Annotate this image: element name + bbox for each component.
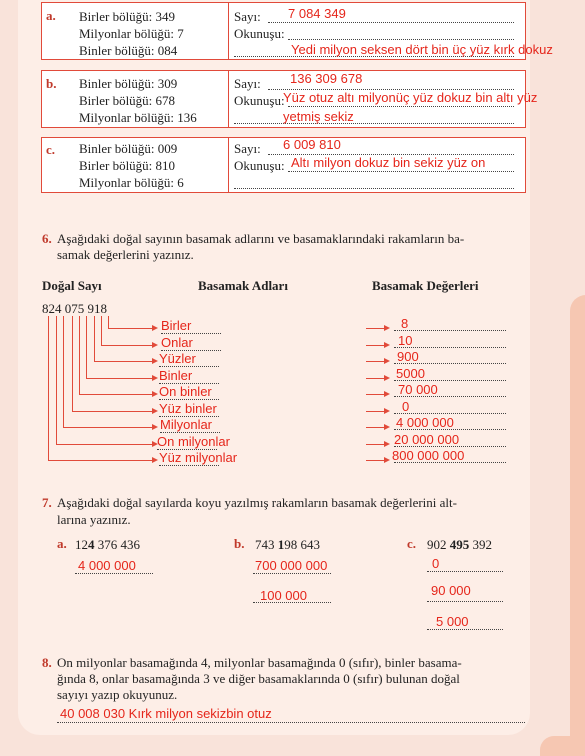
diagram-horizontal-line — [79, 394, 152, 395]
q6-text-line-2: samak değerlerini yazınız. — [57, 247, 194, 262]
place-value-9[interactable]: 800 000 000 — [392, 448, 465, 463]
row-a-line-3: Binler bölüğü: 084 — [79, 43, 178, 58]
place-name-7[interactable]: Milyonlar — [160, 417, 213, 432]
q7-b-answer-1[interactable]: 700 000 000 — [255, 558, 328, 573]
diagram-horizontal-line — [86, 378, 152, 379]
row-b-sayi-value[interactable]: 136 309 678 — [290, 71, 363, 86]
value-arrow-line — [366, 411, 384, 412]
diagram-horizontal-line — [56, 444, 152, 445]
place-name-6[interactable]: Yüz binler — [159, 400, 217, 416]
q7-c-answer-2[interactable]: 90 000 — [431, 583, 471, 598]
row-a-line-2: Milyonlar bölüğü: 7 — [79, 26, 184, 41]
value-arrow-line — [366, 345, 384, 346]
q8-text-line-3: sayıyı yazıp okuyunuz. — [57, 687, 178, 702]
row-b-line-3: Milyonlar bölüğü: 136 — [79, 110, 197, 125]
arrow-icon — [152, 408, 158, 414]
value-arrow-line — [366, 460, 384, 461]
diagram-vertical-line — [108, 316, 109, 328]
place-name-8[interactable]: On milyonlar — [157, 433, 230, 449]
place-name-2[interactable]: Onlar — [161, 334, 193, 350]
value-arrow-line — [366, 378, 384, 379]
value-arrow-line — [366, 444, 384, 445]
arrow-icon — [152, 457, 158, 463]
side-tab — [570, 295, 585, 755]
row-c-line-2: Birler bölüğü: 810 — [79, 158, 176, 173]
q6-number: 6. — [42, 231, 52, 246]
row-b-okunus-value-2[interactable]: yetmiş sekiz — [283, 109, 354, 124]
row-a-okunus-label: Okunuşu: — [234, 26, 285, 41]
place-value-1[interactable]: 8 — [401, 316, 409, 331]
diagram-vertical-line — [94, 316, 95, 361]
bottom-tab — [540, 736, 585, 756]
q8-answer[interactable]: 40 008 030 Kırk milyon sekizbin otuz — [60, 706, 272, 721]
diagram-vertical-line — [48, 316, 49, 460]
arrow-icon — [384, 342, 390, 348]
q6-text-line-1: Aşağıdaki doğal sayının basamak adlarını ve basamaklarındaki rakamların ba- — [57, 231, 465, 246]
place-value-8[interactable]: 20 000 000 — [394, 431, 460, 447]
row-a-line-1: Birler bölüğü: 349 — [79, 9, 176, 24]
place-value-4[interactable]: 5000 — [396, 365, 425, 381]
arrow-icon — [384, 358, 390, 364]
q7-b-number: 743 198 643 — [255, 537, 320, 552]
value-arrow-line — [366, 394, 384, 395]
diagram-vertical-line — [101, 316, 102, 345]
arrow-icon — [152, 424, 158, 430]
q7-a-number: 124 376 436 — [75, 537, 140, 552]
value-arrow-line — [366, 328, 384, 329]
arrow-icon — [384, 441, 390, 447]
row-b-okunus-label: Okunuşu: — [234, 93, 285, 108]
q6-number-value: 824 075 918 — [42, 301, 107, 316]
diagram-vertical-line — [56, 316, 57, 444]
arrow-icon — [384, 325, 390, 331]
diagram-horizontal-line — [101, 345, 152, 346]
col-basamak-degerleri: Basamak Değerleri — [372, 278, 479, 293]
arrow-icon — [152, 375, 158, 381]
arrow-icon — [384, 424, 390, 430]
row-c-line-1: Binler bölüğü: 009 — [79, 141, 178, 156]
q8-text-line-1: On milyonlar basamağında 4, milyonlar basamağında 0 (sıfır), binler basama- — [57, 655, 462, 670]
arrow-icon — [152, 391, 158, 397]
arrow-icon — [152, 342, 158, 348]
q7-a-answer-1[interactable]: 4 000 000 — [78, 558, 136, 573]
q7-number: 7. — [42, 495, 52, 510]
q7-a-letter: a. — [57, 536, 67, 551]
diagram-horizontal-line — [108, 328, 152, 329]
q7-c-answer-1[interactable]: 0 — [432, 556, 440, 571]
row-c-sayi-label: Sayı: — [234, 141, 261, 156]
diagram-vertical-line — [63, 316, 64, 427]
q7-text-line-2: larına yazınız. — [57, 512, 131, 527]
q7-b-letter: b. — [234, 536, 245, 551]
row-c-okunus-value[interactable]: Altı milyon dokuz bin sekiz yüz on — [291, 155, 486, 170]
place-name-4[interactable]: Binler — [159, 367, 193, 383]
row-b-sayi-label: Sayı: — [234, 76, 261, 91]
row-a-okunus-value[interactable]: Yedi milyon seksen dört bin üç yüz kırk dokuz — [291, 42, 553, 57]
q7-c-letter: c. — [407, 536, 417, 551]
diagram-horizontal-line — [72, 411, 152, 412]
q8-text-line-2: ğında 8, onlar basamağında 3 ve diğer basamaklarında 0 (sıfır) bulunan doğal — [57, 671, 460, 686]
value-arrow-line — [366, 427, 384, 428]
place-value-5[interactable]: 70 000 — [398, 382, 438, 397]
arrow-icon — [384, 457, 390, 463]
place-name-5[interactable]: On binler — [159, 384, 212, 399]
arrow-icon — [384, 375, 390, 381]
diagram-vertical-line — [79, 316, 80, 394]
place-name-9[interactable]: Yüz milyonlar — [159, 450, 238, 465]
col-basamak-adlari: Basamak Adları — [198, 278, 288, 293]
row-c-sayi-value[interactable]: 6 009 810 — [283, 137, 341, 152]
row-b-line-2: Birler bölüğü: 678 — [79, 93, 176, 108]
diagram-horizontal-line — [48, 460, 152, 461]
row-a-sayi-label: Sayı: — [234, 9, 261, 24]
row-c-line-3: Milyonlar bölüğü: 6 — [79, 175, 184, 190]
place-name-3[interactable]: Yüzler — [159, 351, 196, 366]
row-b-line-1: Binler bölüğü: 309 — [79, 76, 178, 91]
row-c-okunus-label: Okunuşu: — [234, 158, 285, 173]
place-name-1[interactable]: Birler — [161, 318, 192, 333]
row-a-sayi-value[interactable]: 7 084 349 — [288, 6, 346, 21]
row-b-letter: b. — [46, 76, 57, 91]
diagram-horizontal-line — [94, 361, 152, 362]
arrow-icon — [384, 408, 390, 414]
place-value-7[interactable]: 4 000 000 — [396, 415, 454, 430]
arrow-icon — [152, 358, 158, 364]
q7-c-answer-3[interactable]: 5 000 — [436, 614, 469, 629]
place-value-2[interactable]: 10 — [398, 332, 413, 348]
q7-text-line-1: Aşağıdaki doğal sayılarda koyu yazılmış rakamların basamak değerlerini alt- — [57, 495, 457, 510]
row-c-letter: c. — [46, 142, 56, 157]
row-a-letter: a. — [46, 8, 56, 23]
q8-number: 8. — [42, 655, 52, 670]
row-b-okunus-value[interactable]: Yüz otuz altı milyonüç yüz dokuz bin altı yüz — [283, 90, 538, 105]
place-value-3[interactable]: 900 — [397, 349, 419, 364]
arrow-icon — [384, 391, 390, 397]
arrow-icon — [152, 325, 158, 331]
place-value-6[interactable]: 0 — [402, 398, 410, 414]
col-dogal-sayi: Doğal Sayı — [42, 278, 102, 293]
diagram-vertical-line — [72, 316, 73, 411]
diagram-vertical-line — [86, 316, 87, 378]
q7-b-answer-2[interactable]: 100 000 — [260, 588, 307, 603]
diagram-horizontal-line — [63, 427, 152, 428]
q7-c-number: 902 495 392 — [427, 537, 492, 552]
value-arrow-line — [366, 361, 384, 362]
